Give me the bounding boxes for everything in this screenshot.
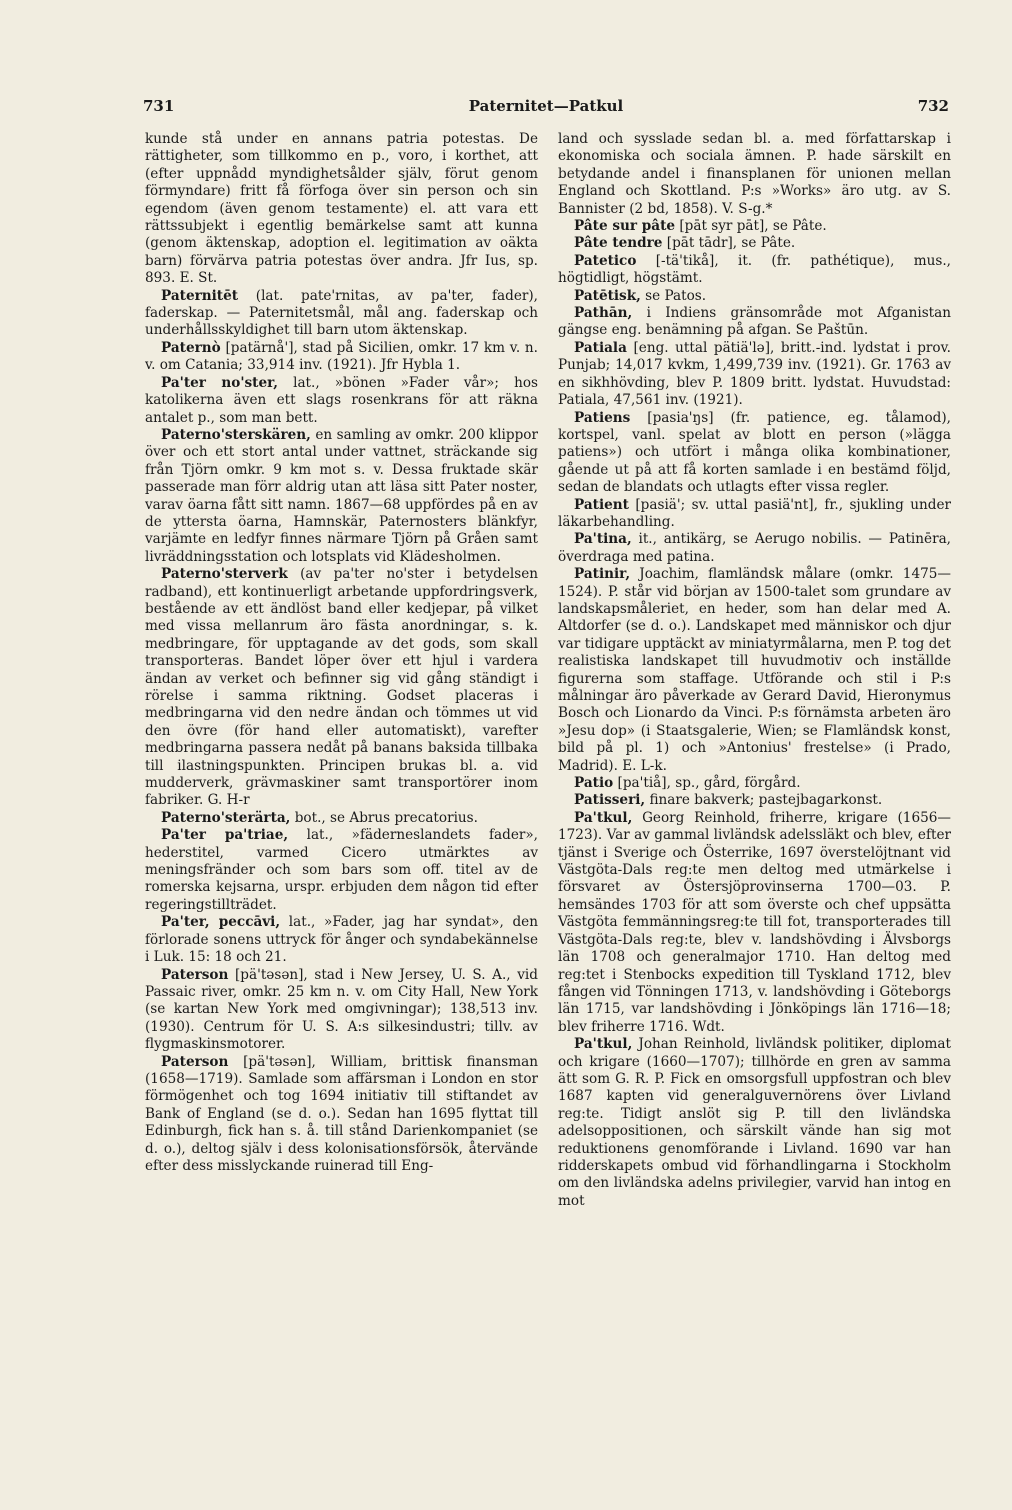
entry-patio (558, 775, 951, 792)
entry-headword: Pa'tkul, (574, 809, 633, 826)
entry-headword: Paterno'sterskären, (161, 426, 311, 443)
entry-continuation (145, 131, 538, 288)
entry-text: [patärnå'], stad på Sicilien, omkr. 17 km v. n. v. om Catania; 33,914 inv. (1921). Jfr Hybla 1. (145, 339, 538, 374)
entry-text: it., antikärg, se Aerugo nobilis. — Patinēra, överdraga med patina. (558, 531, 951, 565)
entry-text: bot., se Abrus precatorius. (294, 809, 478, 826)
entry-headword: Paterno'sterärta, (161, 809, 291, 826)
entry-patetisk (558, 288, 951, 305)
entry-patina (558, 531, 951, 566)
entry-text: (av pa'ter no'ster i betydelsen radband), ett kontinuerligt arbetande uppfordringsverk, bestående av ett ändlöst band eller kedjepar, på vilket med vissa mellanrum äro fästa anordningar, s. k. medbringare, för upptagande av det gods, som skall transporteras. Bandet löper över ett hjul i vardera ändan av verket och befinner sig vid gång ständigt i rörelse i samma riktning. Godset placeras i medbringarna vid den nedre ändan och tömmes ut vid den övre (för hand eller automatiskt), varefter medbringarna passera nedåt på banans baksida tillbaka till ilastningspunkten. Principen brukas bl. a. vid mudderverk, grävmaskiner samt transportörer inom fabriker. G. H-r (145, 566, 538, 809)
entry-text: [pāt tādr], se Pâte. (666, 235, 796, 252)
entry-headword: Patio (574, 775, 614, 792)
entry-pater-noster (145, 375, 538, 427)
entry-paterson-william (145, 1054, 538, 1176)
entry-paternosterskaren (145, 427, 538, 566)
entry-headword: Pa'ter no'ster, (161, 374, 279, 391)
entry-continuation (558, 131, 951, 218)
entry-headword: Pa'ter, peccāvi, (161, 914, 281, 931)
entry-headword: Pa'tina, (574, 531, 632, 548)
entry-headword: Patiala (574, 339, 627, 356)
entry-headword: Paterno'sterverk (161, 566, 288, 583)
entry-text: [pāt syr pāt], se Pâte. (679, 218, 827, 235)
entry-paternosterarta (145, 810, 538, 827)
entry-patinir (558, 566, 951, 775)
right-column (558, 131, 951, 1210)
entry-patiala (558, 340, 951, 410)
entry-headword: Pathān, (574, 305, 633, 322)
entry-headword: Patinir, (574, 566, 631, 583)
entry-text: se Patos. (645, 287, 707, 304)
entry-text: [pa'tiå], sp., gård, förgård. (617, 775, 801, 792)
entry-headword: Patisseri, (574, 792, 646, 809)
page-header (143, 97, 949, 121)
entry-pate-tendre (558, 235, 951, 252)
entry-text: kunde stå under en annans patria potestas. De rättigheter, som tillkommo en p., voro, i korthet, att (efter uppnådd myndighetsålder själv, förut genom förmyndare) fritt få förfoga över sin person och sin egendom (även genom testamente) el. att vara ett rättssubjekt i egentlig bemärkelse samt att kunna (genom äktenskap, adoption el. legitimation av oäkta barn) förvärva patria potestas över andra. Jfr Ius, sp. 893. E. St. (145, 131, 538, 287)
entry-patetico (558, 253, 951, 288)
entry-headword: Pa'ter pa'triae, (161, 827, 289, 844)
entry-text: (lat. pate'rnitas, av pa'ter, fader), faderskap. — Paternitetsmål, mål ang. faderskap och underhållsskyldighet till barn utom äktenskap. (145, 287, 538, 339)
entry-headword: Paternitēt (161, 287, 239, 304)
entry-text: land och sysslade sedan bl. a. med författarskap i ekonomiska och sociala ämnen. P. hade särskilt en betydande andel i finansplanen för unionen mellan England och Skottland. P:s »Works» äro utg. av S. Bannister (2 bd, 1858). V. S-g.* (558, 131, 951, 217)
entry-text: [pä'təsən], stad i New Jersey, U. S. A., vid Passaic river, omkr. 25 km n. v. om City Hall, New York (se kartan New York med omgivningar); 138,513 inv. (1930). Centrum för U. S. A:s silkesindustri; tillv. av flygmaskinsmotorer. (145, 966, 538, 1053)
entry-headword: Patetico (574, 252, 637, 269)
entry-headword: Patient (574, 496, 629, 513)
entry-text: Georg Reinhold, friherre, krigare (1656—1723). Var av gammal livländsk adelssläkt och blev, efter tjänst i Sverige och Österrike, 1697 överstelöjtnant vid Västgöta-Dals reg:te men deltog med utmärkelse i försvaret av Östersjöprovinserna 1700—03. P. hemsändes 1703 för att som överste och chef uppsätta Västgöta femmänningsreg:te till fot, transporterades till Västgöta-Dals reg:te, blev v. landshövding i Älvsborgs län 1708 och generalmajor 1710. Han deltog med reg:tet i Stenbocks expedition till Tyskland 1712, blev fången vid Tönningen 1713, v. landshövding i Göteborgs län 1715, var landshövding i Jönköpings län 1716—18; blev friherre 1716. Wdt. (558, 809, 951, 1035)
running-title: Paternitet—Patkul (468, 97, 624, 115)
entry-pathan (558, 305, 951, 340)
entry-text: [eng. uttal pätiä'lə], britt.-ind. lydstat i prov. Punjab; 14,017 kvkm, 1,499,739 inv. (1921). Gr. 1763 av en sikhhövding, blev P. 1809 britt. lydstat. Huvudstad: Patiala, 47,561 inv. (1921). (558, 339, 951, 409)
entry-pater-peccavi (145, 914, 538, 966)
entry-headword: Pâte sur pâte (574, 218, 675, 235)
entry-patiens (558, 410, 951, 497)
entry-paternosterverk (145, 566, 538, 810)
entry-text: Johan Reinhold, livländsk politiker, diplomat och krigare (1660—1707); tillhörde en gren av samma ätt som G. R. P. Fick en omsorgsfull uppfostran och blev 1687 kapten vid generalguvernörens över Livland reg:te. Tidigt anslöt sig P. till den livländska adelsoppositionen, och särskilt vände han sig mot reduktionens genomförande i Livland. 1690 var han ridderskapets ombud vid förhandlingarna i Stockholm om den livländska adelns privilegier, varvid han intog en mot (558, 1036, 951, 1209)
entry-text: Joachim, flamländsk målare (omkr. 1475—1524). P. står vid början av 1500-talet som grundare av landskapsmåleriet, en heder, som han delar med A. Altdorfer (se d. o.). Landskapet med människor och djur var tidigare upptäckt av miniatyrmålarna, men P. tog det realistiska landskapet till huvudmotiv och inställde figurerna som staffage. Utförande och stil i P:s målningar äro påverkade av Gerard David, Hieronymus Bosch och Lionardo da Vinci. P:s förnämsta arbeten äro »Jesu dop» (i Staatsgalerie, Wien; se Flamländsk konst, bild på pl. 1) och »Antonius' frestelse» (i Prado, Madrid). E. L-k. (558, 566, 951, 774)
entry-patisseri (558, 792, 951, 809)
entry-patient (558, 497, 951, 532)
entry-text: en samling av omkr. 200 klippor över och ett stort antal under vattnet, sträckande sig från Tjörn omkr. 9 km mot s. v. Dessa fruktade skär passerade man förr aldrig utan att läsa sitt Pater noster, varav öarna fått sitt namn. 1867—68 uppfördes på en av de yttersta öarna, Hamnskär, Paternosters blänkfyr, varjämte en ledfyr finnes närmare Tjörn på Gråen samt livräddningsstation och lotsplats vid Klädesholmen. (145, 426, 538, 565)
entry-paternitet (145, 288, 538, 340)
entry-paterson-city (145, 967, 538, 1054)
entry-headword: Paternò (161, 339, 221, 356)
left-column (145, 131, 538, 1175)
entry-patkul-johan (558, 1036, 951, 1210)
entry-text: finare bakverk; pastejbagarkonst. (649, 792, 883, 809)
entry-patkul-georg (558, 810, 951, 1036)
right-page-number: 732 (917, 97, 949, 115)
entry-text: [pasia'ŋs] (fr. patience, eg. tålamod), kortspel, vanl. spelat av blott en person (»lägga patiens») och utfört i många olika kombinationer, gående ut på att få korten samlade i en bestämd följd, sedan de blandats och utlagts efter vissa regler. (558, 409, 951, 496)
entry-pate-sur-pate (558, 218, 951, 235)
entry-pater-patriae (145, 827, 538, 914)
entry-paterno (145, 340, 538, 375)
entry-text: lat., »bönen »Fader vår»; hos katolikerna även ett slags rosenkrans för att räkna antalet p., som man bett. (145, 374, 539, 426)
entry-headword: Pâte tendre (574, 235, 663, 252)
entry-headword: Paterson (161, 966, 229, 983)
entry-text: lat., »Fader, jag har syndat», den förlorade sonens uttryck för ånger och syndabekännelse i Luk. 15: 18 och 21. (145, 914, 538, 966)
entry-text: [pasiä'; sv. uttal pasiä'nt], fr., sjukling under läkarbehandling. (558, 496, 951, 530)
entry-text: lat., »fäderneslandets fader», hederstitel, varmed Cicero utmärktes av meningsfränder och som bars som off. titel av de romerska kejsarna, urspr. erbjuden dem någon tid efter regeringstillträdet. (145, 827, 539, 913)
entry-text: [-tä'tikå], it. (fr. pathétique), mus., högtidligt, högstämt. (558, 252, 951, 287)
entry-headword: Patētisk, (574, 287, 641, 304)
entry-text: i Indiens gränsområde mot Afganistan gängse eng. benämning på afgan. Se Paštūn. (558, 305, 951, 339)
left-page-number: 731 (143, 97, 175, 115)
entry-headword: Patiens (574, 409, 631, 426)
entry-text: [pä'təsən], William, brittisk finansman (1658—1719). Samlade som affärsman i London en stor förmögenhet och tog 1694 initiativ till stiftandet av Bank of England (se d. o.). Sedan han 1695 flyttat till Edinburgh, fick han s. å. till stånd Darienkompaniet (se d. o.), deltog själv i dess kolonisationsförsök, återvände efter dess misslyckande ruinerad till Eng- (145, 1053, 538, 1174)
entry-headword: Pa'tkul, (574, 1036, 633, 1053)
entry-headword: Paterson (161, 1053, 229, 1070)
